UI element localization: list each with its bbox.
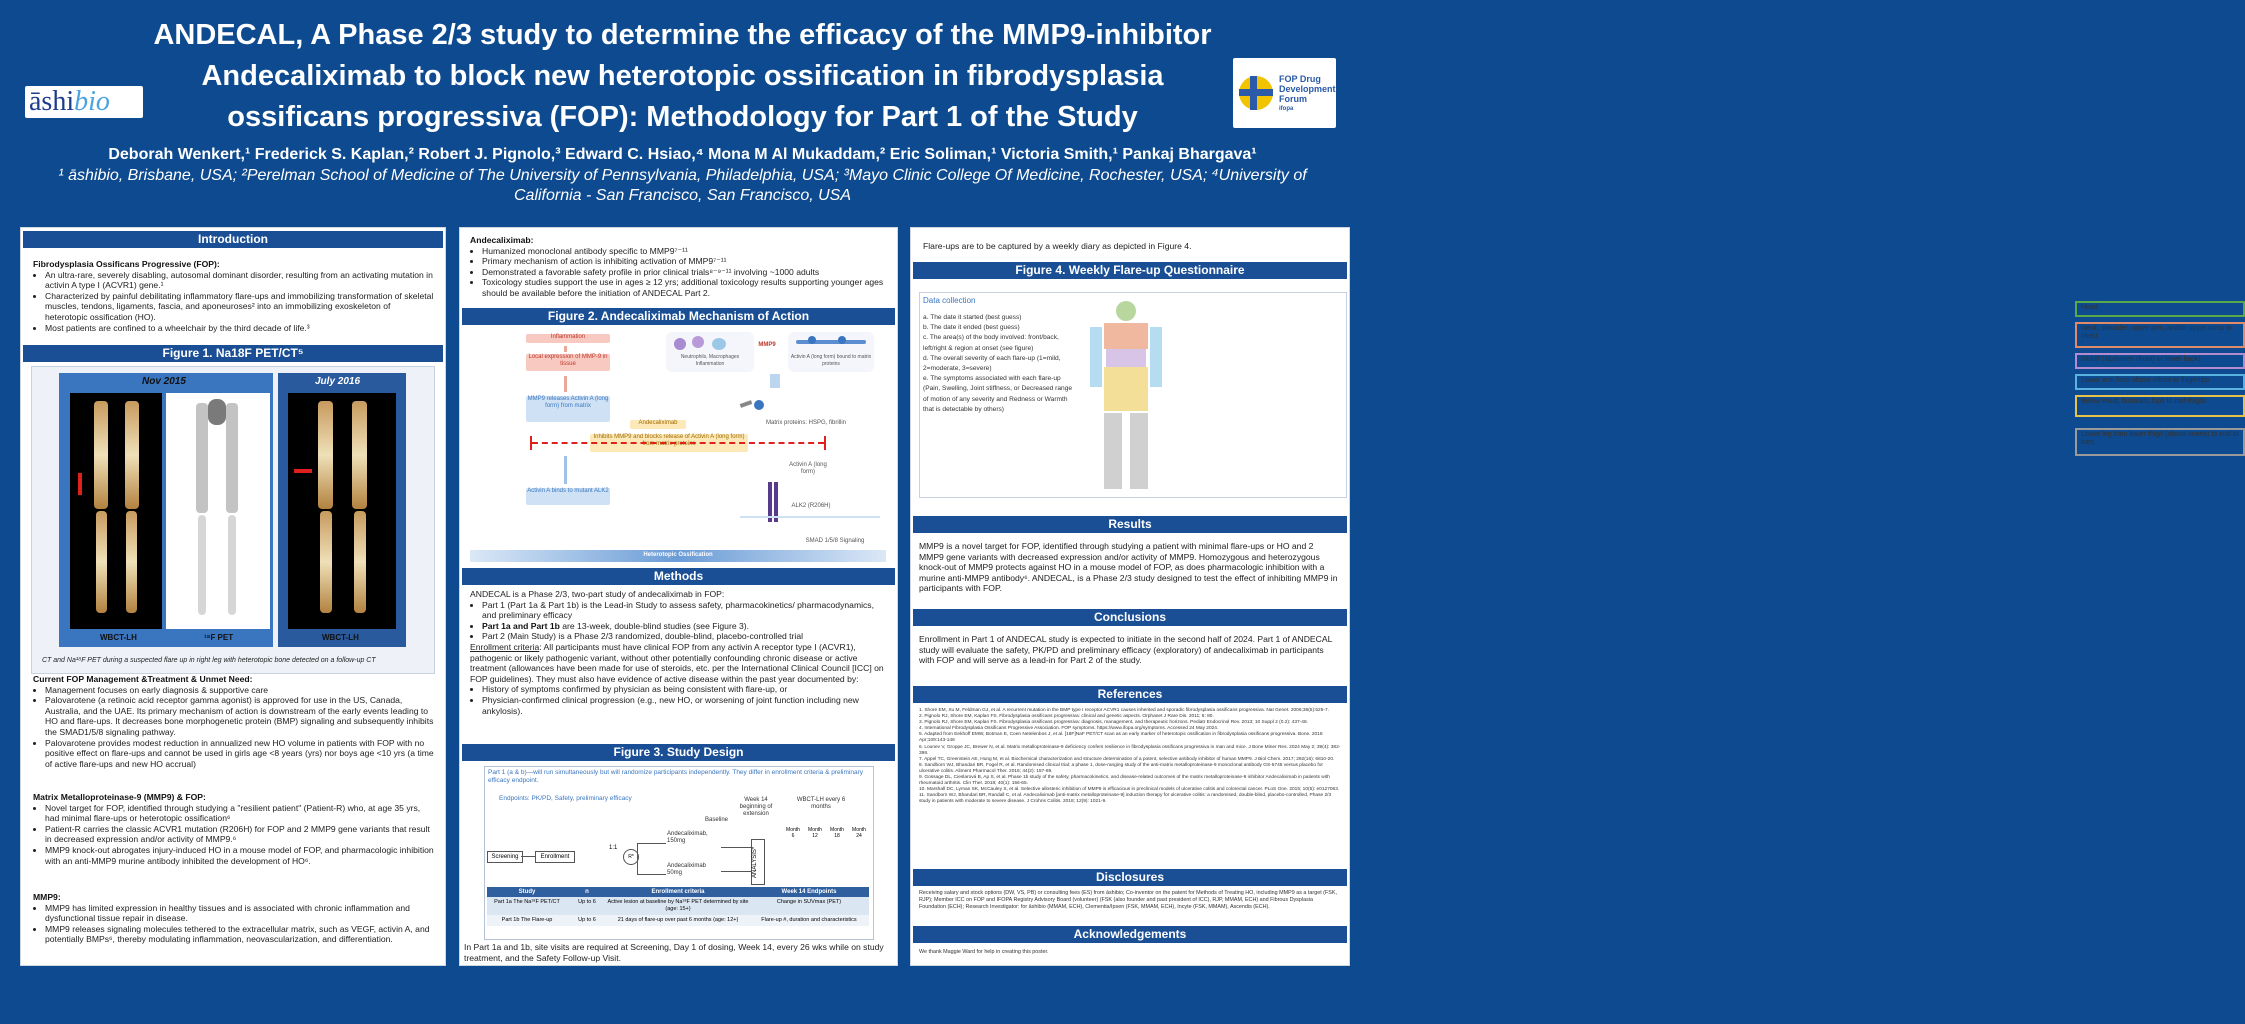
fig3-enrollment-box: Enrollment — [535, 851, 575, 863]
list-item: • Characterized by painful debilitating inflammatory flare-ups and immobilizing transformation of skeletal muscles, tendons, ligaments, fascia, and aponeuroses² into an immobilizing exoskeleton of heterotopic ossification (HO). — [45, 291, 435, 323]
list-item: • MMP9 has limited expression in healthy tissues and is associated with chronic inflammation and dysfunctional tissue repair in disease. — [45, 903, 435, 924]
list-item: d. The overall severity of each flare-up (1=mild, 2=moderate, 3=severe) — [923, 354, 1061, 373]
conclusions-text: Enrollment in Part 1 of ANDECAL study is expected to initiate in the second half of 2024. Part 1 of ANDECAL study will evaluate the safety, PK/PD and preliminary efficacy (exploratory) of andecaliximab in participants with FOP and will serve as a lead-in for Part 2 of the study. — [919, 634, 1333, 666]
list-item: • An ultra-rare, severely disabling, autosomal dominant disorder, resulting from an activating mutation in activin A type I (ACVR1) gene.¹ — [45, 270, 435, 291]
fig1-label-pet: ¹⁸F PET — [204, 633, 234, 642]
reference-item: 2. Pignolo RJ, Shore EM, Kaplan FS. Fibrodysplasia ossificans progressiva: clinical and genetic aspects. Orphanet J Rare Dis. 2011; 6: 80. — [919, 714, 1214, 720]
fig3-table — [487, 887, 869, 926]
reference-item: 5. Adapted from Eekhoff EMW, Botman E, Coen Netelenbos J, et al. [18F]NaF PET/CT scan as an early marker of heterotopic ossification in fibrodysplasia ossificans progressiva. Bone. 2018 Apr;109:143-146 — [919, 732, 1323, 744]
fig1-label-wbct-1: WBCT-LH — [100, 633, 137, 642]
fig3-screening-box: Screening — [487, 851, 523, 863]
author-list: Deborah Wenkert,¹ Frederick S. Kaplan,² Robert J. Pignolo,³ Edward C. Hsiao,⁴ Mona M Al Mukaddam,² Eric Soliman,¹ Victoria Smith,¹ Pankaj Bhargava¹ — [108, 146, 1257, 163]
methods-heading: Methods — [462, 568, 895, 585]
disclosures-heading: Disclosures — [913, 869, 1347, 886]
inhibition-line — [532, 442, 824, 444]
logo-ashi-text: āshi — [29, 86, 75, 117]
ct-scan-image — [70, 393, 162, 629]
andecaliximab-title: Andecaliximab: — [470, 235, 534, 245]
fig3-ratio: 1:1 — [609, 845, 618, 851]
fig1-date-nov: Nov 2015 — [142, 376, 186, 387]
fop-title: Fibrodysplasia Ossificans Progressive (FOP): — [33, 259, 220, 269]
month-24: 24 — [856, 833, 862, 839]
inflammation-box: Inflammation — [526, 334, 610, 343]
reference-item: 1. Shore EM, Xu M, Feldman GJ, et al. A recurrent mutation in the BMP type I receptor ACVR1 causes inherited and sporadic fibrodysplasia ossificans progressiva. Nat Genet. 2006;38(5):525-7. — [919, 708, 1329, 713]
smad-label: SMAD 1/5/8 Signaling — [805, 538, 865, 544]
list-item: • Management focuses on early diagnosis & supportive care — [45, 685, 435, 696]
mmp9-title: MMP9: — [33, 892, 61, 902]
forum-logo-text: FOP Drug Development Forum ifopa — [1279, 74, 1336, 112]
antibody-icon — [740, 398, 780, 414]
acknowledgements-text: We thank Maggie Ward for help in creating this poster. — [919, 949, 1049, 955]
ashibio-logo — [25, 86, 143, 118]
reference-item: 7. Appel TC, Greenstein AE, Hung M, et al. Biochemical characterization and structure determination of a potent, selective antibody inhibitor of human MMP9. J Biol Chem. 2017; 292(16): 6810-20. — [919, 756, 1335, 762]
list-item: • Novel target for FOP, identified through studying a "resilient patient" (Patient-R) who, at age 35 yrs, had minimal flare-ups or heterotopic ossification⁶ — [45, 803, 435, 824]
list-item: • Palovarotene (a retinoic acid receptor gamma agonist) is approved for use in the US, Canada, Australia, and the UAE. Its primary mechanism of action is downstream of the early events leading to HO and flare-ups. It decreases bone morphogenetic protein (BMP) signaling and subsequently inhibits the SMAD1/5/8 signaling pathway. — [45, 695, 435, 737]
local-expression-box: Local expression of MMP-9 in tissue — [526, 354, 610, 371]
region-neck-shoulder: Neck, shoulder, upper arm, and/or upper torso or chest — [2075, 322, 2245, 348]
poster-header — [0, 0, 1365, 210]
fig3-analysis-box: ANALYSIS* — [751, 839, 765, 885]
results-panel — [910, 227, 2239, 966]
mmp9-fop-title: Matrix Metalloproteinase-9 (MMP9) & FOP: — [33, 792, 206, 802]
management-title: Current FOP Management &Treatment & Unmet Need: — [33, 674, 253, 684]
fig3-arm-150: Andecaliximab, 150mg — [667, 831, 708, 844]
mmp9-releases-box: MMP9 releases Activin A (long form) from matrix — [526, 396, 610, 422]
region-lower-arm: Lower arm from above elbow to fingertips — [2075, 374, 2245, 390]
andecaliximab-box: Andecaliximab — [630, 420, 686, 429]
activin-bound-label: Activin A (long form) bound to matrix proteins — [790, 354, 872, 367]
flare-intro: Flare-ups are to be captured by a weekly diary as depicted in Figure 4. — [923, 241, 1192, 251]
logo-bio-text: bio — [74, 86, 110, 117]
list-item: • Patient-R carries the classic ACVR1 mutation (R206H) for FOP and 2 MMP9 gene variants that result in decreased expression and/or activity of MMP9.⁶ — [45, 824, 435, 845]
reference-item: 4. International Fibrodysplasia Ossificans Progressive Association. FOP symptoms. https://www.ifopa.org/symptoms. Accessed 24 May 2024. — [919, 726, 1219, 732]
mmp9-label: MMP9 — [758, 342, 776, 348]
figure2-heading: Figure 2. Andecaliximab Mechanism of Action — [462, 308, 895, 325]
methods-section — [470, 589, 888, 716]
arrow-down-icon — [770, 374, 780, 388]
references-heading: References — [913, 686, 1347, 703]
list-item: • Demonstrated a favorable safety profile in prior clinical trials⁸⁻⁹⁻¹¹ involving ~1000 adults — [482, 267, 887, 278]
data-collection-list — [923, 313, 1073, 415]
body-figure-icon — [1086, 301, 1166, 491]
reference-item: 3. Pignolo RJ, Shore EM, Kaplan FS. Fibrodysplasia ossificans progressiva: diagnosis, management, and therapeutic horizons. Pediatr Endocrinol Rev. 2013; 10 Suppl 2 (0.2): 437-48. — [919, 720, 1308, 726]
figure2-diagram — [470, 328, 886, 564]
table-row: Part 1b The Flare-up Up to 6 21 days of flare-up over past 6 months (age: 12+) Flare-up #, duration and characteristics — [487, 915, 869, 926]
list-item: • Part 1 (Part 1a & Part 1b) is the Lead-in Study to assess safety, pharmacokinetics/ pharmacodynamics, and preliminary efficacy — [482, 600, 888, 621]
results-text: MMP9 is a novel target for FOP, identified through studying a patient with minimal flare-ups or HO and 2 MMP9 gene variants with decreased expression and/or activity of MMP9. Homozygous and heterozygous knock-out of MMP9 protects against HO in a mouse model of FOP, as does pharmacologic inhibition with a murine anti-MMP9 antibody⁶. ANDECAL, is a Phase 2/3 study designed to test the effect of inhibiting MMP9 in participants with FOP. — [919, 541, 1338, 594]
month-6: 6 — [791, 833, 795, 839]
methods-panel — [459, 227, 898, 966]
methods-intro: ANDECAL is a Phase 2/3, two-part study of andecaliximab in FOP: — [470, 589, 725, 599]
activin-matrix-icon — [788, 332, 874, 372]
list-item: • Most patients are confined to a wheelchair by the third decade of life.³ — [45, 323, 435, 334]
fig3-baseline: Baseline — [705, 817, 729, 823]
region-lower-leg: Lower leg from lower thigh (above knees) to end of toes — [2075, 428, 2245, 456]
list-item: e. The symptoms associated with each flare-up (Pain, Swelling, Joint stiffness, or Decreased range of motion of any severity and Redness or Warmth that is detectable by others) — [923, 375, 1073, 413]
fig1-caption: CT and Na¹⁸F PET during a suspected flare up in right leg with heterotopic bone detected on a follow-up CT — [42, 657, 376, 664]
list-item: • Primary mechanism of action is inhibiting activation of MMP9⁷⁻¹¹ — [482, 256, 887, 267]
figure4-questionnaire — [919, 292, 1347, 498]
list-item: • Part 2 (Main Study) is a Phase 2/3 randomized, double-blind, placebo-controlled trial — [482, 631, 888, 642]
fig3-endpoints: Endpoints: PK/PD, Safety, preliminary efficacy — [499, 795, 632, 802]
cells-label: Neutrophils, Macrophages Inflammation — [680, 354, 740, 367]
fop-section — [21, 248, 445, 333]
table-header-row: Study n Enrollment criteria Week 14 Endpoints — [487, 887, 869, 897]
list-item: • Humanized monoclonal antibody specific to MMP9⁷⁻¹¹ — [482, 246, 887, 257]
figure3-diagram: Part 1 (a & b)—will run simultaneously but will randomize participants independently. They differ in enrollment criteria & preliminary efficacy endpoint. Endpoints: PK/PD, Safety, preliminary efficacy Baseline Week 14 beginning of extension WBCT-LH every 6 months Screening Enrollment 1:1 R* Andecaliximab, 150mg Andecaliximab 50mg ANALYSIS* Month 6 Month 12 Month 18 Month 24 Study n Enrollment criteria Week 14 Endpoints Part 1a The Na¹⁸F PET/CT Up to 6 Active lesion at baseline by Na¹⁸F PET determined by site (age: 15+) Change in SUVmax (PET) Part 1b The Flare-up Up to 6 21 days of flare-up over past 6 months (age: 12+) Flare-up #, duration and characteristics — [484, 766, 874, 940]
title-line-3: ossificans progressiva (FOP): Methodology for Part 1 of the Study — [227, 101, 1138, 133]
affiliations: ¹ āshibio, Brisbane, USA; ²Perelman School of Medicine of The University of Pennsylvania, Philadelphia, USA; ³Mayo Clinic College Of Medicine, Rochester, USA; ⁴University of California - San Francisco, San Francisco, USA — [58, 167, 1307, 204]
alk2-label: ALK2 (R206H) — [791, 503, 831, 509]
title-line-1: ANDECAL, A Phase 2/3 study to determine the efficacy of the MMP9-inhibitor — [153, 19, 1212, 51]
list-item: • Part 1a and Part 1b are 13-week, double-blind studies (see Figure 3). — [482, 621, 888, 632]
region-below-waist: Below waist, buttocks, hips to mid-thighs — [2075, 395, 2245, 417]
title-line-2: Andecaliximab to block new heterotopic ossification in fibrodysplasia — [201, 60, 1164, 92]
reference-item: 8. Sandborn WJ, Bhandari BR, Fogel R, et al. Randomised clinical trial: a phase 1, dose-ranging study of the anti-matrix metalloproteinase-9 monoclonal antibody GS-5745 versus placebo for ulcerative colitis. Aliment Pharmacol Ther. 2016; 44(2): 157-69. — [919, 762, 1323, 774]
introduction-heading: Introduction — [23, 231, 443, 248]
matrix-proteins-label: Matrix proteins: HSPG, fibrillin — [765, 420, 847, 426]
fig3-arm-50: Andecaliximab 50mg — [667, 863, 707, 876]
immune-cells-icon — [666, 332, 754, 372]
fig1-label-wbct-2: WBCT-LH — [322, 633, 359, 642]
list-item: b. The date it ended (best guess) — [923, 324, 1020, 332]
enrollment-criteria: Enrollment criteria: All participants must have clinical FOP from any activin A receptor type I (ACVR1), pathogenic or likely pathogenic variant, without other potentially confounding chronic disease or active treatment (allowances have been made for use of steroids, etc. per the International Clinical Council [ICC] on FOP guidelines). They must also have evidence of active disease within the past year documented by: — [470, 641, 884, 684]
andecaliximab-section — [460, 228, 897, 299]
month-12: 12 — [812, 833, 818, 839]
month-18: 18 — [834, 833, 840, 839]
list-item: • History of symptoms confirmed by physician as being consistent with flare-up, or — [482, 684, 888, 695]
pet-scan-image — [166, 393, 270, 629]
ho-bar: Heterotopic Ossification — [470, 550, 886, 562]
management-section — [33, 674, 435, 769]
list-item: • Toxicology studies support the use in ages ≥ 12 yrs; additional toxicology results supporting younger ages should be available before the initiation of ANDECAL Part 2. — [482, 277, 887, 298]
conclusions-heading: Conclusions — [913, 609, 1347, 626]
list-item: a. The date it started (best guess) — [923, 314, 1022, 321]
list-item: • Palovarotene provides modest reduction in annualized new HO volume in patients with FOP with no positive effect on flare-ups and cannot be used in girls age <8 years (yrs) nor boys age <10 yrs (a time of active flare-ups and new HO accrual) — [45, 738, 435, 770]
activin-binds-box: Activin A binds to mutant ALK2 — [526, 488, 610, 505]
reference-item: 11. Sandborn WJ, Bhandari BR, Randall C, et al. Andecaliximab [anti-matrix metalloproteinase-9] induction therapy for ulcerative colitis: a randomised, double-blind, placebo-controlled, Phase 2/3 study in patients with moderate to severe disease. J Crohns Colitis. 2018; 12(9): 1021-9. — [919, 793, 1332, 805]
region-midriff: Midriff (Abdomen (front) or lower back) — [2075, 353, 2245, 369]
reference-item: 6. Lounev V, Groppe JC, Brewer N, et al. Matrix metalloproteinase-9 deficiency confers resilience in fibrodysplasia ossificans progressiva in man and mice. J Bone Miner Res. 2024 May 2; 39(4): 382-398. — [919, 744, 1341, 756]
acknowledgements-heading: Acknowledgements — [913, 926, 1347, 943]
mmp9-section — [33, 892, 435, 945]
region-head: Head — [2075, 301, 2245, 317]
disclosures-text: Receiving salary and stock options (DW, VS, PB) or consulting fees (ES) from āshibio; Co-inventor on the patent for Methods of Treating HO, including MMP9 as a target (FSK, RJP); Member ICC on FOP and IFOPA Registry Advisory Board (volunteer) (FSK (also founder and past president of ICC), RJP, MMAM, ECH) and Fibrous Dysplasia Foundation (ECH); Research Investigator: for āshibio (MMAM, ECH), Clementia/Ipsen (FSK, MMAM, ECH), Incyte (FSK, MMAM), Ascendis (ECH). — [919, 890, 1337, 910]
fig1-date-july: July 2016 — [315, 376, 361, 387]
forum-emblem-icon — [1239, 76, 1273, 110]
fig3-top-note: Part 1 (a & b)—will run simultaneously but will randomize participants independently. They differ in enrollment criteria & preliminary efficacy endpoint. — [488, 769, 864, 784]
reference-item: 9. Gossage DL, Cieslarová B, Ap S, et al. Phase 1b study of the safety, pharmacokinetics, and disease-related outcomes of the matrix metalloproteinase-9 inhibitor Andecaliximab in patients with rheumatoid arthritis. Clin Ther. 2018; 40(1): 156-65. — [919, 775, 1330, 787]
fig3-week14: Week 14 beginning of extension — [739, 797, 773, 817]
fig3-months: Month 6 Month 12 Month 18 Month 24 — [783, 827, 869, 857]
list-item: • MMP9 knock-out abrogates injury-induced HO in a mouse model of FOP, and pharmacologic inhibition with an anti-MMP9 murine antibody inhibited the development of HO⁶. — [45, 845, 435, 866]
references-list — [919, 708, 1341, 806]
figure3-heading: Figure 3. Study Design — [462, 744, 895, 761]
data-collection-title: Data collection — [923, 296, 976, 305]
results-heading: Results — [913, 516, 1347, 533]
fop-forum-logo — [1233, 58, 1336, 128]
fig3-footer: In Part 1a and 1b, site visits are required at Screening, Day 1 of dosing, Week 14, every 26 wks while on study treatment, and the Safety Follow-up Visit. — [464, 942, 884, 963]
figure1-heading: Figure 1. Na18F PET/CT⁵ — [23, 345, 443, 362]
inhibits-box: Inhibits MMP9 and blocks release of Activin A (long form) from matrix proteins — [590, 434, 748, 452]
list-item: c. The area(s) of the body involved: front/back, left/right & region at onset (see figure) — [923, 334, 1059, 352]
mmp9-fop-section — [33, 792, 435, 866]
footer-bar — [0, 984, 1365, 1024]
figure1-image — [31, 366, 435, 674]
activin-form-label: Activin A (long form) — [789, 462, 827, 475]
reference-item: 10. Marshall DC, Lyman SK, McCauley S, et al. Selective allosteric inhibition of MMP9 is efficacious in preclinical models of ulcerative colitis and colorectal cancer. PLoS One. 2015; 10(5): e0127063. — [919, 787, 1340, 793]
ct-followup-image — [288, 393, 396, 629]
fig3-wbct: WBCT-LH every 6 months — [796, 797, 846, 810]
introduction-panel — [20, 227, 446, 966]
figure4-heading: Figure 4. Weekly Flare-up Questionnaire — [913, 262, 1347, 279]
list-item: • Physician-confirmed clinical progression (e.g., new HO, or worsening of joint function including new ankylosis). — [482, 695, 888, 716]
table-row: Part 1a The Na¹⁸F PET/CT Up to 6 Active lesion at baseline by Na¹⁸F PET determined by site (age: 15+) Change in SUVmax (PET) — [487, 897, 869, 915]
list-item: • MMP9 releases signaling molecules tethered to the extracellular matrix, such as VEGF, activin A, and potentially BMPs⁶, thereby modulating inflammation, neovascularization, and differentiation. — [45, 924, 435, 945]
